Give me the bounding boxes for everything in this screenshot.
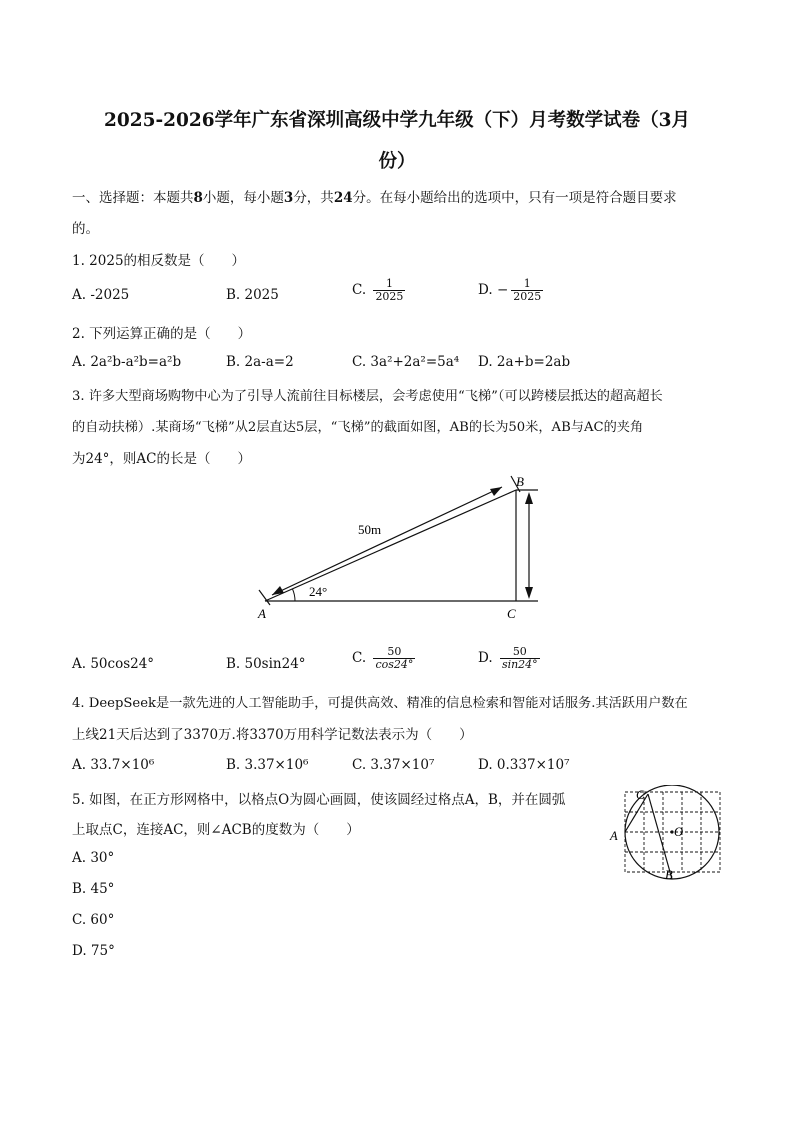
arrow-head-up	[490, 487, 502, 496]
section-header-mid2: 分，共	[293, 190, 334, 206]
q3-option-d	[478, 646, 540, 671]
q1-option-d-prefix: D.	[478, 282, 493, 298]
q2-stem: 2. 下列运算正确的是（ ）	[72, 326, 252, 342]
point-label-b: B	[516, 474, 524, 489]
question-count: 8	[193, 190, 203, 206]
q4-option-a: A. 33.7×10⁶	[72, 757, 155, 773]
q4-option-c: C. 3.37×10⁷	[352, 757, 435, 773]
q5-option-a: A. 30°	[72, 850, 115, 866]
q5-option-c: C. 60°	[72, 912, 115, 928]
q3-stem-line-2: 的自动扶梯）.某商场“飞梯”从2层直达5层，“飞梯”的截面如图，AB的长为50米，AB与AC的夹角	[72, 420, 644, 435]
q1-option-d	[478, 278, 543, 303]
q1-option-c-fraction	[373, 278, 405, 303]
points-per-question: 3	[283, 190, 294, 206]
q1-option-c	[352, 278, 405, 303]
point-label-a: A	[258, 606, 266, 621]
length-label: 50m	[358, 522, 382, 537]
q5-stem-line-1: 5. 如图，在正方形网格中，以格点O为圆心画圆，使该圆经过格点A，B，并在圆弧	[72, 792, 566, 808]
exam-title	[40, 100, 754, 182]
dimension-arrow-line	[272, 487, 502, 595]
tick-a	[259, 590, 270, 605]
q4-option-b: B. 3.37×10⁶	[226, 757, 309, 773]
angle-arc	[293, 589, 296, 601]
fraction-numerator: 1	[385, 277, 393, 290]
q2-option-c: C. 3a²+2a²=5a⁴	[352, 354, 460, 370]
q3-option-a: A. 50cos24°	[72, 656, 155, 672]
q3-option-b: B. 50sin24°	[226, 656, 306, 672]
q1-option-c-prefix: C.	[352, 282, 367, 298]
point-label-a: A	[610, 829, 618, 843]
q1-option-d-sign: −	[496, 282, 509, 298]
q5-option-b: B. 45°	[72, 881, 115, 897]
q2-option-a: A. 2a²b-a²b=a²b	[72, 354, 182, 370]
q4-stem-line-2: 上线21天后达到了3370万.将3370万用科学记数法表示为（ ）	[72, 727, 473, 743]
fraction-numerator: 1	[523, 277, 531, 290]
q1-option-a: A. -2025	[72, 287, 130, 303]
point-label-b: B	[665, 868, 673, 880]
q3-option-d-prefix: D.	[478, 650, 493, 666]
q5-option-d: D. 75°	[72, 943, 115, 959]
point-label-c: C	[507, 606, 516, 621]
q3-stem-line-3: 为24°，则AC的长是（ ）	[72, 451, 252, 467]
q1-stem: 1. 2025的相反数是（ ）	[72, 253, 246, 269]
section-header-mid1: 小题，每小题	[202, 190, 284, 206]
q3-escalator-figure	[250, 468, 550, 623]
total-points: 24	[333, 190, 353, 206]
q1-option-b: B. 2025	[226, 287, 279, 303]
fraction-numerator: 50	[512, 645, 527, 658]
angle-label: 24°	[309, 584, 328, 599]
fraction-denominator: sin24°	[501, 658, 538, 671]
q3-stem-line-1: 3. 许多大型商场购物中心为了引导人流前往目标楼层，会考虑使用“飞梯”（可以跨楼层抵达的超高超长	[72, 389, 663, 404]
q4-option-d: D. 0.337×10⁷	[478, 757, 570, 773]
q2-option-b: B. 2a-a=2	[226, 354, 294, 370]
fraction-denominator: 2025	[513, 290, 542, 303]
q3-option-d-fraction	[500, 646, 540, 671]
q2-option-d: D. 2a+b=2ab	[478, 354, 571, 370]
section-header-line-2: 的。	[72, 221, 99, 237]
q5-circle-grid-figure	[605, 785, 735, 880]
q3-option-c	[352, 646, 415, 671]
fraction-denominator: 2025	[375, 290, 404, 303]
exam-title-line-2: 份）	[378, 151, 416, 172]
section-header-prefix: 一、选择题：本题共	[72, 190, 194, 206]
exam-title-line-1: 2025-2026学年广东省深圳高级中学九年级（下）月考数学试卷（3月	[103, 110, 691, 131]
q5-stem-line-2: 上取点C，连接AC，则∠ACB的度数为（ ）	[72, 822, 360, 838]
segment-ab	[265, 490, 516, 601]
fraction-denominator: cos24°	[375, 658, 414, 671]
point-label-c: C	[636, 788, 645, 802]
fraction-numerator: 50	[387, 645, 402, 658]
section-header-suffix: 分。在每小题给出的选项中，只有一项是符合题目要求	[352, 190, 677, 206]
q1-option-d-fraction	[511, 278, 543, 303]
q4-stem-line-1: 4. DeepSeek是一款先进的人工智能助手，可提供高效、精准的信息检索和智能对话服务.其活跃用户数在	[72, 696, 688, 711]
vertical-arrow-head-down	[525, 587, 533, 599]
vertical-arrow-head-up	[525, 492, 533, 504]
segment-cb	[648, 794, 672, 879]
q3-option-c-fraction	[373, 646, 415, 671]
q3-option-c-prefix: C.	[352, 650, 367, 666]
section-header	[72, 186, 677, 206]
point-label-o: O	[674, 825, 684, 839]
